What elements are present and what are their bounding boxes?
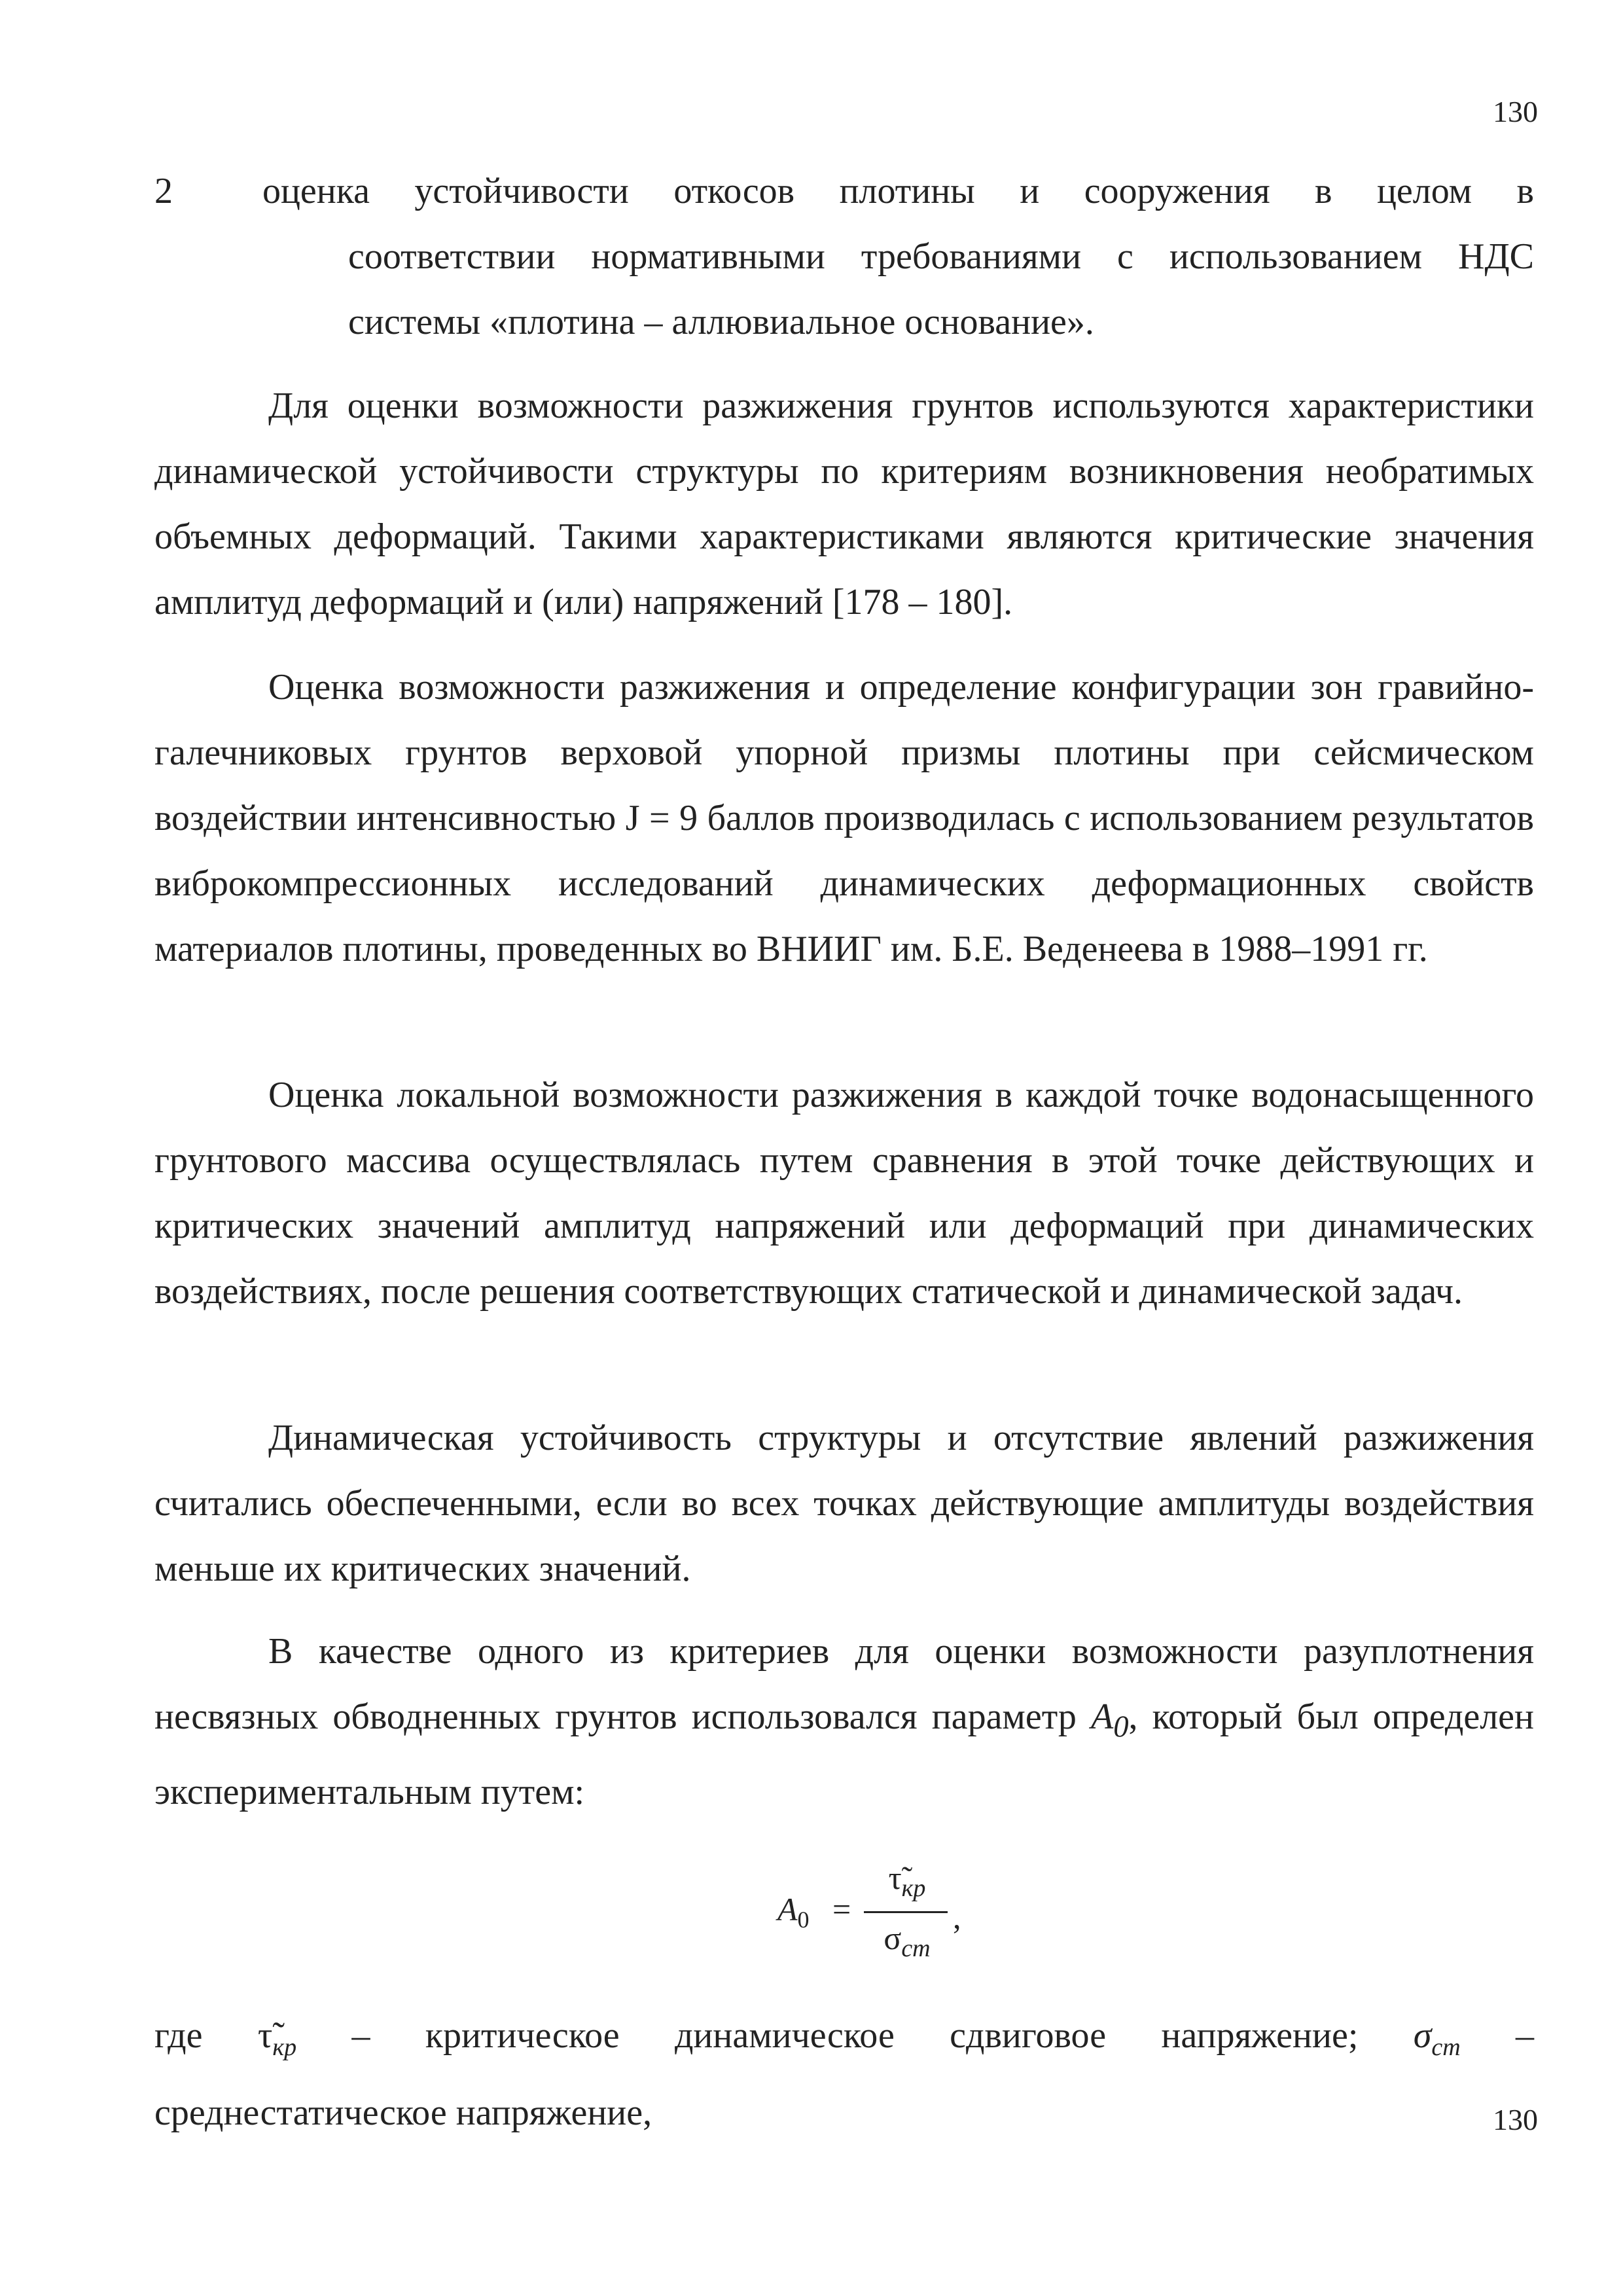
where-word-4: напряжение; bbox=[1161, 2015, 1359, 2056]
dash: – bbox=[1515, 2015, 1534, 2056]
paragraph-5-before: В качестве одного из критериев для оценки возможности разуплотнения несвязных обводненных грунтов использовался параметр bbox=[154, 1631, 1534, 1737]
tau-symbol: $\taũ_{кр}$ bbox=[257, 2015, 297, 2062]
paragraph-text: Динамическая устойчивость структуры и отсутствие явлений разжижения считались обеспеченными, если во всех точках действующие амплитуды воздействия меньше их критических значений. bbox=[154, 1418, 1534, 1589]
formula-equals: = bbox=[832, 1891, 851, 1928]
sigma-symbol: $\sigma_{ст}$ bbox=[1413, 2015, 1461, 2062]
where-word: где bbox=[154, 2015, 203, 2056]
formula-a0 bbox=[777, 1859, 961, 1977]
paragraph-text: Оценка возможности разжижения и определение конфигурации зон гравийно-галечниковых грунтов верховой упорной призмы плотины при сейсмическом воздействии интенсивностью J = 9 баллов производилась с использованием результатов виброкомпрессионных исследований динамических деформационных свойств материалов плотины, проведенных во ВНИИГ им. Б.Е. Веденеева в 1988–1991 гг. bbox=[154, 667, 1534, 969]
paragraph-3 bbox=[154, 1062, 1534, 1324]
where-word-1: критическое bbox=[425, 2015, 620, 2056]
page-number-bottom: 130 bbox=[1493, 2103, 1538, 2136]
paragraph-text bbox=[154, 1619, 1534, 1825]
paragraph-text: Оценка локальной возможности разжижения в каждой точке водонасыщенного грунтового массива осуществлялась путем сравнения в этой точке действующих и критических значений амплитуд напряжений или деформаций при динамических воздействиях, после решения соответствующих статической и динамической задач. bbox=[154, 1075, 1534, 1312]
list-item-2 bbox=[154, 158, 1534, 355]
paragraph-1 bbox=[154, 373, 1534, 635]
paragraph-text: Для оценки возможности разжижения грунтов используются характеристики динамической устойчивости структуры по критериям возникновения необратимых объемных деформаций. Такими характеристиками являются критические значения амплитуд деформаций и (или) напряжений [178 – 180]. bbox=[154, 386, 1534, 622]
where-clause bbox=[154, 2003, 1534, 2145]
list-item-continuation: соответствии нормативными требованиями с использованием НДС системы «плотина – аллювиальное основание». bbox=[348, 236, 1534, 342]
list-item-text: оценка устойчивости откосов плотины и сооружения в целом в bbox=[262, 171, 1534, 211]
formula-numerator: $\taũ_{кр}$ bbox=[888, 1859, 926, 1902]
list-item-number: 2 bbox=[154, 171, 173, 211]
fraction-bar bbox=[864, 1911, 948, 1913]
paragraph-2 bbox=[154, 655, 1534, 982]
paragraph-5 bbox=[154, 1619, 1534, 1825]
where-line-2: среднестатическое напряжение, bbox=[154, 2092, 652, 2134]
formula-lhs: $A_0$ bbox=[777, 1891, 810, 1933]
where-word-2: динамическое bbox=[674, 2015, 895, 2056]
parameter-a0: $A_0$ bbox=[1090, 1696, 1129, 1744]
list-item-first-line bbox=[154, 158, 1534, 224]
where-line-1 bbox=[154, 2003, 1534, 2080]
where-word-3: сдвиговое bbox=[950, 2015, 1107, 2056]
paragraph-4 bbox=[154, 1405, 1534, 1602]
dash: – bbox=[351, 2015, 370, 2056]
paragraph-5-after: , который был определен экспериментальным путем: bbox=[154, 1696, 1535, 1813]
page-number-top: 130 bbox=[1493, 95, 1538, 128]
formula-denominator: $\sigma_{ст}$ bbox=[883, 1920, 931, 1962]
formula-comma: , bbox=[953, 1899, 961, 1935]
